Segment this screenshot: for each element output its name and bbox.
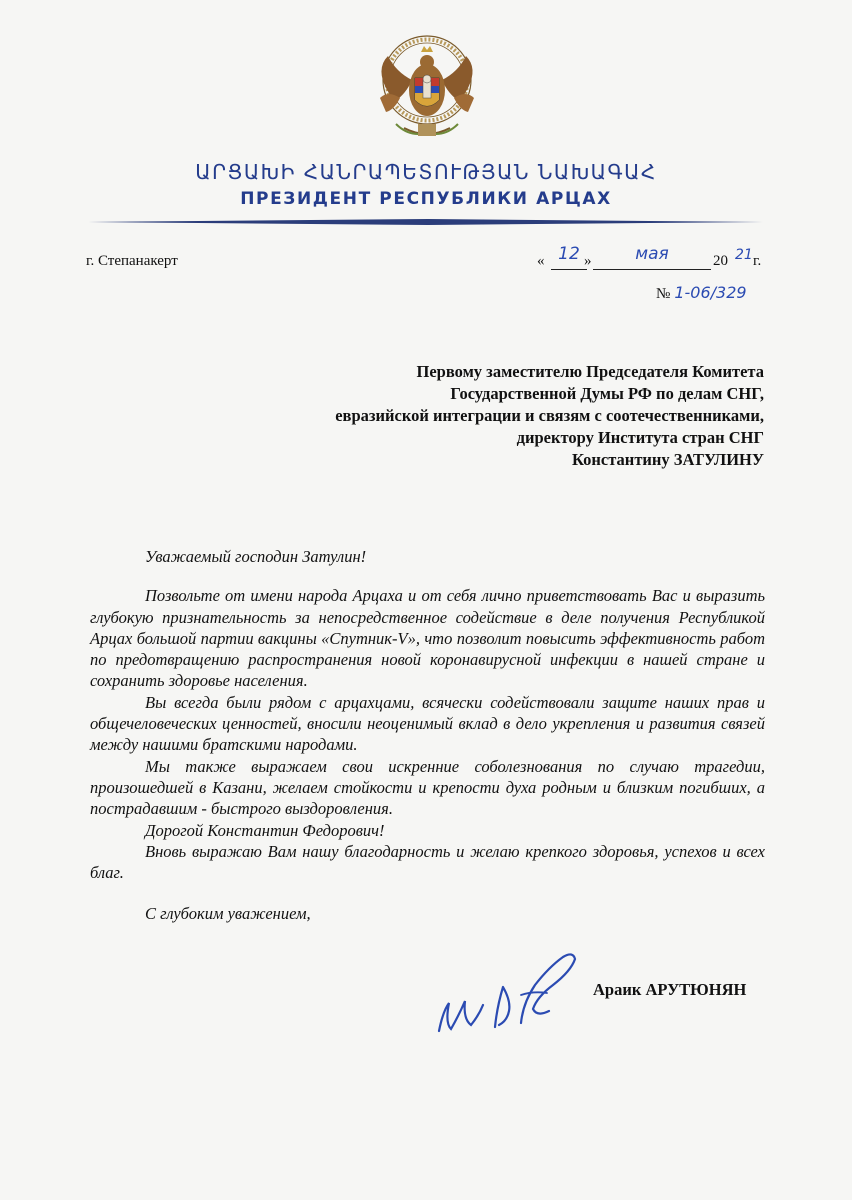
date-year-suffix: 21	[735, 247, 753, 263]
addressee-line: директору Института стран СНГ	[516, 428, 764, 447]
addressee-line: Первому заместителю Председателя Комитета	[416, 362, 764, 381]
registration-number	[656, 283, 747, 303]
reg-number-label: №	[656, 286, 671, 302]
addressee-block	[335, 361, 764, 471]
signer-name: Араик АРУТЮНЯН	[593, 980, 747, 999]
body-paragraph: Вы всегда были рядом с арцахцами, всячески содействовали защите наших прав и общечеловеческих ценностей, вносили неоценимый вклад в дело укрепления и развития связей между нашими братскими народами.	[90, 692, 765, 755]
body-paragraph: Вновь выражаю Вам нашу благодарность и желаю крепкого здоровья, успехов и всех благ.	[90, 841, 765, 883]
body-paragraph: Позвольте от имени народа Арцаха и от себя лично приветствовать Вас и выразить глубокую признательность за непосредственное содействие в деле получения Республикой Арцах большой партии вакцины «Спутник-V», что позволит повысить эффективность работ по предотвращению распространения новой коронавирусной инфекции в нашей стране и сохранить здоровье населения.	[90, 586, 765, 691]
date-open-quote: «	[537, 253, 545, 269]
russian-header: ПРЕЗИДЕНТ РЕСПУБЛИКИ АРЦАХ	[240, 189, 612, 209]
closing-phrase: С глубоким уважением,	[145, 904, 311, 924]
city-label: г. Степанакерт	[86, 253, 178, 269]
date-year-prefix: 20	[713, 253, 728, 269]
coat-of-arms-eagle-icon	[366, 28, 488, 156]
salutation: Уважаемый господин Затулин!	[145, 547, 367, 566]
date-day-underline	[551, 269, 587, 270]
addressee-line: Государственной Думы РФ по делам СНГ,	[450, 384, 764, 403]
header-divider	[88, 219, 768, 225]
body-paragraph: Мы также выражаем свои искренние соболезнования по случаю трагедии, произошедшей в Казани, желаем стойкости и крепости духа родным и близким погибших, а пострадавшим - быстрого выздоровления.	[90, 756, 765, 819]
date-month: мая	[635, 244, 669, 264]
letter-date	[537, 245, 772, 273]
body-paragraph: Дорогой Константин Федорович!	[145, 820, 385, 840]
reg-number-value: 1-06/329	[674, 283, 747, 302]
date-month-underline	[593, 269, 711, 270]
date-year-mark: г.	[753, 253, 762, 269]
addressee-line: евразийской интеграции и связям с соотечественниками,	[335, 406, 764, 425]
addressee-line: Константину ЗАТУЛИНУ	[572, 450, 764, 469]
date-close-quote: »	[584, 253, 592, 269]
armenian-header: ԱՐՑԱԽԻ ՀԱՆՐԱՊԵՏՈՒԹՅԱՆ ՆԱԽԱԳԱՀ	[195, 160, 657, 184]
date-day: 12	[558, 244, 580, 264]
handwritten-signature-icon	[425, 945, 595, 1040]
letter-body	[90, 546, 765, 925]
